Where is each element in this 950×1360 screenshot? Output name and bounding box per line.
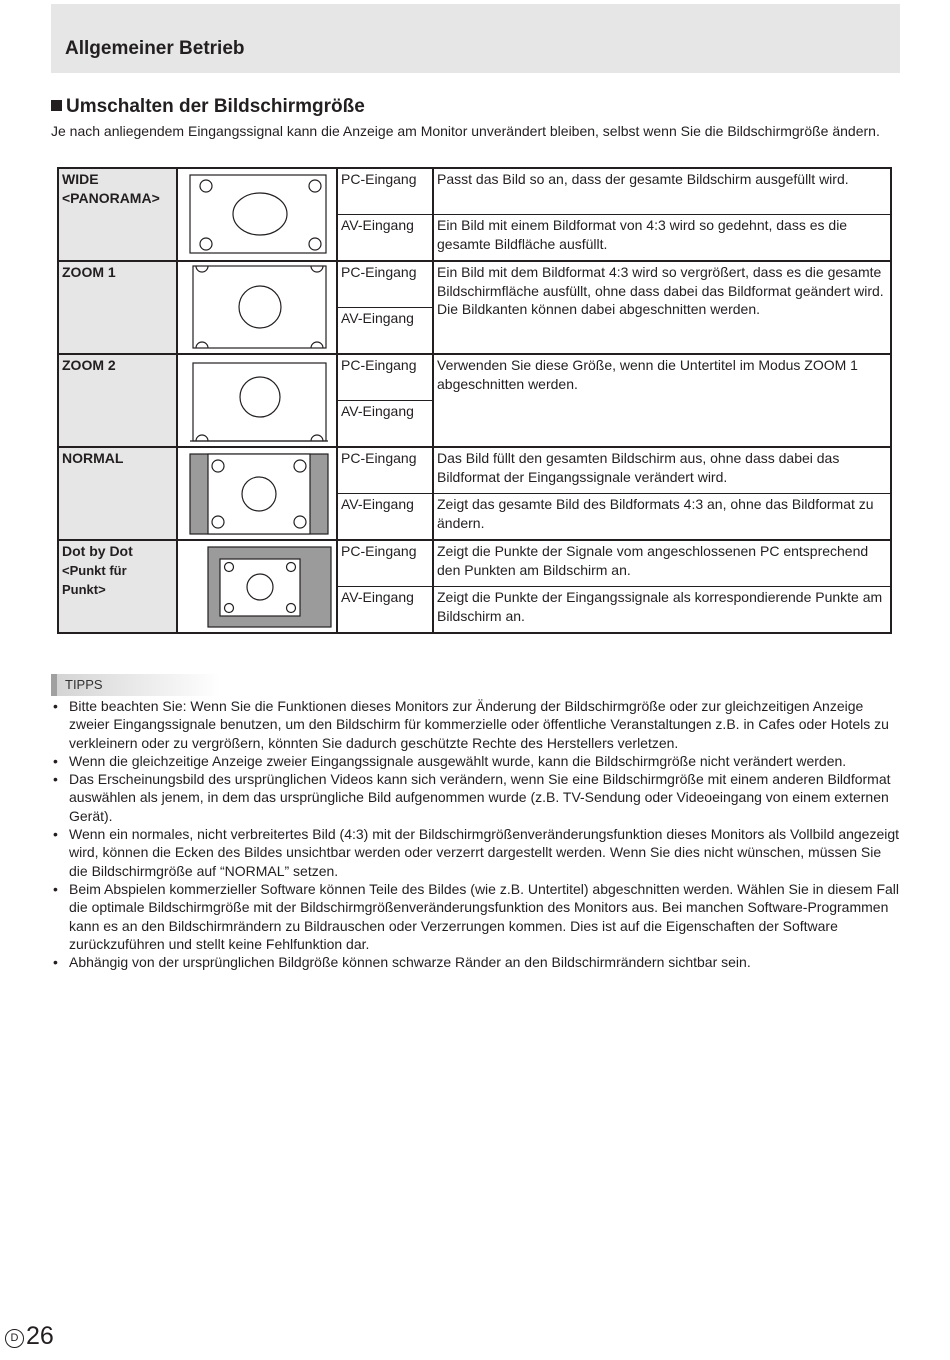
mode-description: Verwenden Sie diese Größe, wenn die Untertitel im Modus ZOOM 1 abgeschnitten werden.: [433, 354, 891, 447]
pc-input-label: PC-Eingang: [337, 168, 433, 215]
page-number: 26: [26, 1322, 54, 1350]
pc-input-label: PC-Eingang: [337, 447, 433, 494]
pc-input-label: PC-Eingang: [337, 540, 433, 587]
bullet-icon: •: [53, 826, 58, 843]
pc-input-label: PC-Eingang: [337, 354, 433, 401]
tipps-label: TIPPS: [51, 674, 221, 696]
bullet-icon: •: [53, 752, 58, 769]
bullet-icon: •: [53, 954, 58, 971]
page-footer: [5, 1322, 54, 1351]
list-item: • Wenn die gleichzeitige Anzeige zweier Eingangssignale ausgewählt wurde, kann die Bildschirmgröße nicht verändert werden.: [53, 752, 847, 769]
av-input-label: AV-Eingang: [337, 401, 433, 448]
list-item: • Bitte beachten Sie: Wenn Sie die Funktionen dieses Monitors zur Änderung der Bildschirmgröße oder zur gleichzeitigen Anzeige zweier Eingangssignale benutzen, um den Bildschirm für kommerzielle oder öffentliche Veranstaltungen z.B. in Cafes oder Hotels zu verkleinern oder zu vergrößern, könnten Sie dadurch geschützte Rechte des Herstellers verletzen.: [53, 698, 889, 751]
bullet-icon: •: [53, 698, 58, 714]
dot-by-dot-screen-icon: [177, 540, 337, 633]
mode-name-wide: WIDE <PANORAMA>: [58, 168, 177, 261]
table-row: [58, 354, 891, 401]
bullet-icon: •: [53, 771, 58, 788]
av-input-label: AV-Eingang: [337, 215, 433, 262]
section-title: [51, 96, 365, 118]
mode-name-zoom1: ZOOM 1: [58, 261, 177, 354]
zoom2-screen-icon: [177, 354, 337, 447]
screen-size-table: [57, 167, 892, 634]
table-row: [58, 261, 891, 308]
av-input-label: AV-Eingang: [337, 308, 433, 355]
av-input-label: AV-Eingang: [337, 494, 433, 541]
table-row: [58, 540, 891, 587]
mode-description: Zeigt die Punkte der Signale vom angeschlossenen PC entsprechend den Punkten am Bildschirm an.: [433, 540, 891, 587]
list-item: • Das Erscheinungsbild des ursprünglichen Videos kann sich verändern, wenn Sie eine Bildschirmgröße mit einem anderen Bildformat auswählen als jenem, in dem das ursprüngliche Bild aufgenommen wurde (z.B. TV-Sendung oder Videoeingang von einem externen Gerät).: [53, 771, 891, 824]
mode-name-zoom2: ZOOM 2: [58, 354, 177, 447]
mode-description: Ein Bild mit dem Bildformat 4:3 wird so vergrößert, dass es die gesamte Bildschirmfläche ausfüllt, ohne dass dabei das Bildformat geändert wird. Die Bildkanten können dabei abgeschnitten werden.: [433, 261, 891, 354]
normal-screen-icon: [177, 447, 337, 540]
bullet-icon: •: [53, 880, 58, 897]
mode-description: Zeigt das gesamte Bild des Bildformats 4:3 an, ohne das Bildformat zu ändern.: [433, 494, 891, 541]
pc-input-label: PC-Eingang: [337, 261, 433, 308]
wide-screen-icon: [177, 168, 337, 261]
list-item: • Beim Abspielen kommerzieller Software können Teile des Bildes (wie z.B. Untertitel) abgeschnitten werden. Wählen Sie in diesem Fall die optimale Bildschirmgröße mit der Bildschirmgrößenveränderungsfunktion des Monitors aus. Bei manchen Software-Programmen kann es an den Bildschirmrändern zu Bildrauschen oder Verzerrungen kommen. Dies ist auf die Eigenschaften der Software zurückzuführen und stellt keine Fehlfunktion dar.: [53, 880, 900, 952]
mode-name-normal: NORMAL: [58, 447, 177, 540]
section-intro: Je nach anliegendem Eingangssignal kann die Anzeige am Monitor unverändert bleiben, selbst wenn Sie die Bildschirmgröße ändern.: [51, 123, 880, 139]
table-row: [58, 168, 891, 215]
list-item: • Wenn ein normales, nicht verbreitertes Bild (4:3) mit der Bildschirmgrößenveränderungsfunktion dieses Monitors als Vollbild angezeigt wird, können die Ecken des Bildes unsichtbar werden oder verzerrt dargestellt werden. Wenn Sie dies nicht wünschen, müssen Sie die Bildschirmgröße auf “NORMAL” setzen.: [53, 826, 900, 879]
av-input-label: AV-Eingang: [337, 587, 433, 634]
mode-name-dot-by-dot: Dot by Dot <Punkt für Punkt>: [58, 540, 177, 633]
mode-description: Das Bild füllt den gesamten Bildschirm aus, ohne dass dabei das Bildformat der Eingangssignale verändert wird.: [433, 447, 891, 494]
mode-description: Ein Bild mit einem Bildformat von 4:3 wird so gedehnt, dass es die gesamte Bildfläche ausfüllt.: [433, 215, 891, 262]
zoom1-screen-icon: [177, 261, 337, 354]
mode-description: Zeigt die Punkte der Eingangssignale als korrespondierende Punkte am Bildschirm an.: [433, 587, 891, 634]
table-row: [58, 447, 891, 494]
list-item: • Abhängig von der ursprünglichen Bildgröße können schwarze Ränder an den Bildschirmrändern sichtbar sein.: [53, 954, 751, 971]
section-title-text: Umschalten der Bildschirmgröße: [66, 96, 365, 117]
header-title: Allgemeiner Betrieb: [65, 38, 245, 59]
language-mark-icon: D: [5, 1329, 24, 1348]
header-bar: [51, 4, 900, 73]
mode-description: Passt das Bild so an, dass der gesamte Bildschirm ausgefüllt wird.: [433, 168, 891, 215]
tips-list: [51, 697, 901, 971]
square-bullet-icon: [51, 100, 62, 111]
